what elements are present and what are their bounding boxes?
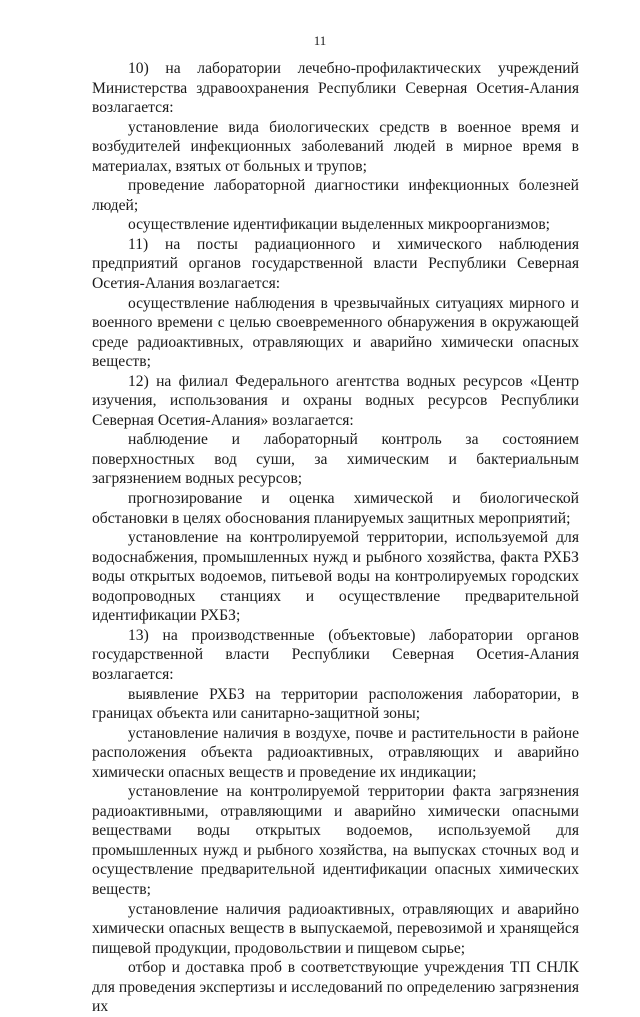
paragraph-identification: осуществление идентификации выделенных микроорганизмов;	[128, 216, 551, 234]
paragraph-lab-diagnostics: проведение лабораторной диагностики инфекционных болезней людей;	[92, 177, 579, 214]
paragraph-forecasting: прогнозирование и оценка химической и биологической обстановки в целях обоснования планируемых защитных мероприятий;	[92, 490, 579, 527]
paragraph-production-labs: 13) на производственные (объектовые) лаборатории органов государственной власти Республики Северная Осетия-Алания возлагается:	[92, 626, 579, 683]
page-number: 11	[313, 33, 327, 48]
paragraph-sampling: отбор и доставка проб в соответствующие учреждения ТП СНЛК для проведения экспертизы и исследований по определению загрязнения их	[92, 959, 579, 1016]
paragraph-food-contamination: установление наличия радиоактивных, отравляющих и аварийно химически опасных веществ в выпускаемой, перевозимой и хранящейся пищевой продукции, продовольствии и пищевом сырье;	[92, 900, 579, 957]
paragraph-radiation-posts: 11) на посты радиационного и химического наблюдения предприятий органов государственной власти Республики Северная Осетия-Алания возлагается:	[92, 235, 579, 293]
paragraph-emergency-monitoring: осуществление наблюдения в чрезвычайных ситуациях мирного и военного времени с целью своевременного обнаружения в окружающей среде радиоактивных, отравляющих и аварийно химически опасных веществ;	[92, 294, 579, 371]
paragraph-water-agency: 12) на филиал Федерального агентства водных ресурсов «Центр изучения, использования и охраны водных ресурсов Республики Северная Осетия-Алания» возлагается:	[92, 372, 579, 429]
paragraph-bio-agents: установление вида биологических средств в военное время и возбудителей инфекционных заболеваний людей в мирное время в материалах, взятых от больных и трупов;	[92, 118, 579, 175]
paragraph-water-control: наблюдение и лабораторный контроль за состоянием поверхностных вод суши, за химическим и бактериальным загрязнением водных ресурсов;	[92, 431, 579, 488]
paragraph-lab-health-ministry: 10) на лаборатории лечебно-профилактических учреждений Министерства здравоохранения Республики Северная Осетия-Алания возлагается:	[92, 60, 579, 117]
paragraph-water-contamination: установление на контролируемой территории факта загрязнения радиоактивными, отравляющими и аварийно химически опасными веществами воды открытых водоемов, используемой для промышленных нужд и рыбного хозяйства, на выпусках сточных вод и осуществление предварительной идентификации опасных химических веществ;	[92, 783, 579, 898]
paragraph-detection: выявление РХБЗ на территории расположения лаборатории, в границах объекта или санитарно-защитной зоны;	[92, 685, 579, 723]
document-body	[92, 59, 579, 1017]
paragraph-air-soil: установление наличия в воздухе, почве и растительности в районе расположения объекта радиоактивных, отравляющих и аварийно химически опасных веществ и проведение их индикации;	[92, 724, 579, 781]
paragraph-water-supply: установление на контролируемой территории, используемой для водоснабжения, промышленных нужд и рыбного хозяйства, факта РХБЗ воды открытых водоемов, питьевой воды на контролируемых городских водопроводных станциях и осуществление предварительной идентификации РХБЗ;	[92, 529, 579, 625]
